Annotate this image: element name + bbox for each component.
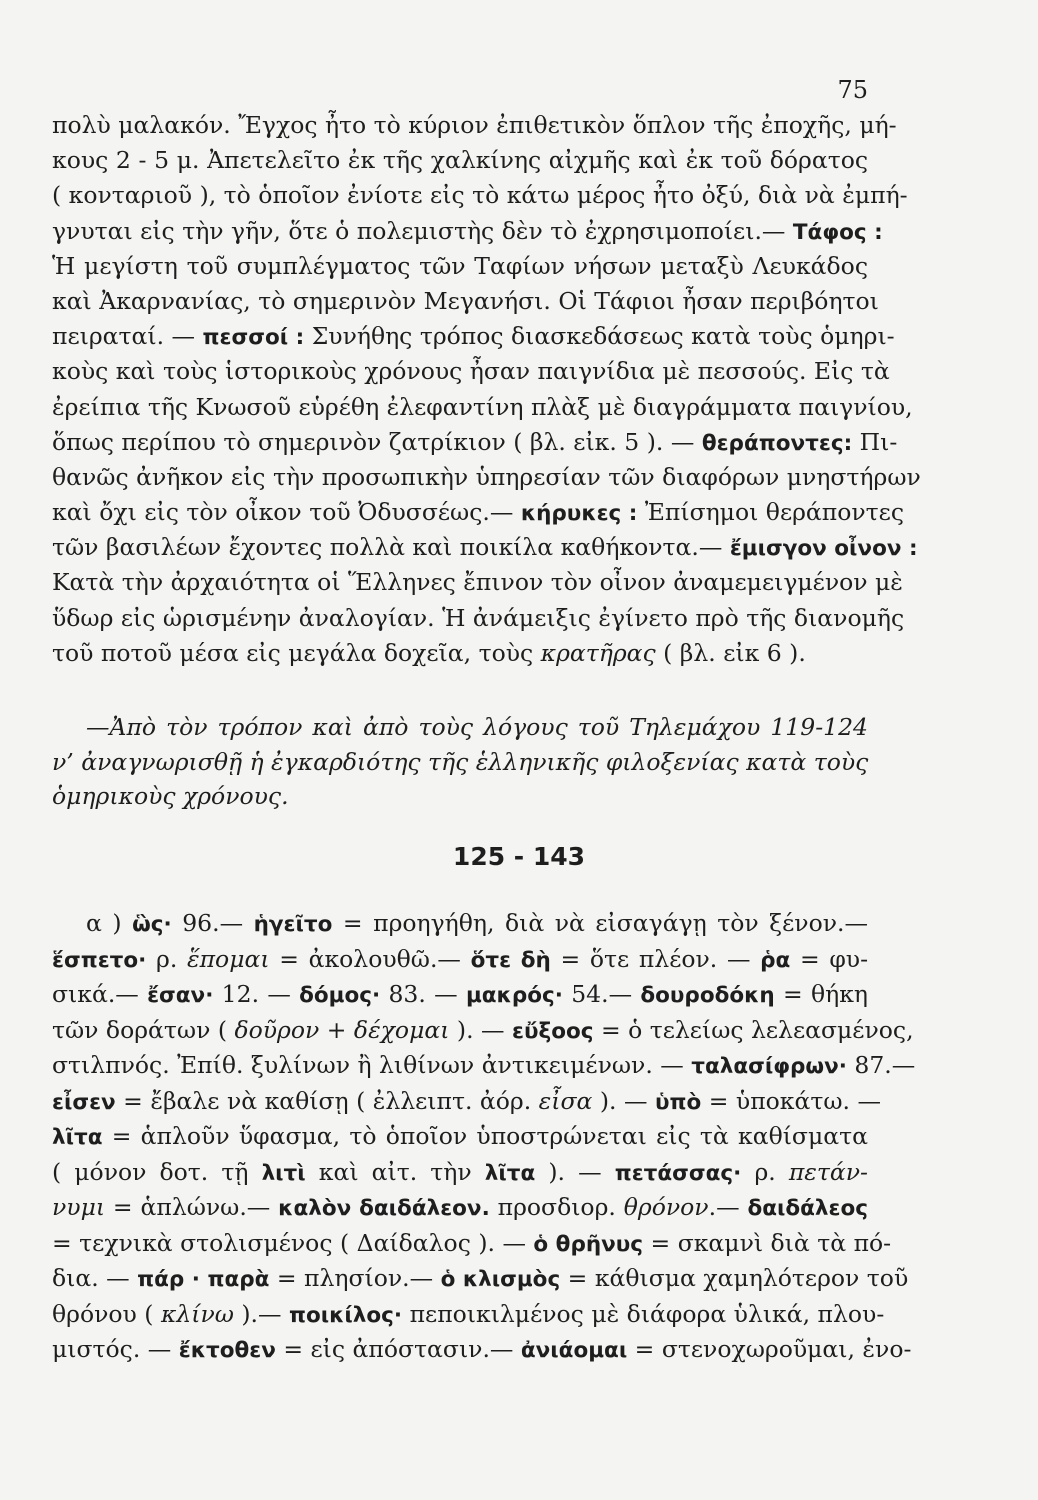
text-segment: πολὺ μαλακόν. Ἔγχος ἦτο τὸ κύριον ἐπιθετικὸν ὅπλον τῆς ἐποχῆς, μή- (52, 111, 897, 139)
text-segment: = προηγήθη, διὰ νὰ εἰσαγάγῃ τὸν ξένον.— (332, 909, 868, 937)
text-line (52, 530, 918, 565)
text-segment: καὶ ὄχι εἰς τὸν οἶκον τοῦ Ὀδυσσέως.— (52, 498, 521, 527)
text-line (52, 495, 905, 530)
glossary-paragraph (52, 906, 916, 1368)
text-segment: = θήκη (774, 980, 868, 1008)
lemma-term: Τάφος : (792, 219, 883, 245)
text-segment: προσδιορ. (489, 1193, 624, 1221)
text-line (52, 354, 890, 389)
text-segment: ρ. (146, 944, 187, 973)
text-line (52, 1048, 916, 1084)
text-line (52, 906, 868, 942)
lemma-term: ὅτε δὴ (470, 947, 551, 973)
text-segment: 96.— (171, 909, 254, 937)
text-line (52, 710, 868, 745)
lemma-term: ποικίλος· (289, 1302, 403, 1328)
text-segment: θανῶς ἀνῆκον εἰς τὴν προσωπικὴν ὑπηρεσίαν τῶν διαφόρων μνηστήρων (52, 462, 921, 491)
text-line (52, 1190, 868, 1226)
lemma-term: ἡγεῖτο (253, 912, 333, 937)
text-line (52, 425, 898, 460)
text-segment: γνυται εἰς τὴν γῆν, ὅτε ὁ πολεμιστὴς δὲν τὸ ἐχρησιμοποίει.— (52, 216, 793, 245)
lemma-term: πεσσοί : (202, 325, 305, 351)
text-segment: ). — (535, 1157, 615, 1186)
text-line (52, 1332, 912, 1368)
text-segment: Ἡ μεγίστη τοῦ συμπλέγματος τῶν Ταφίων νήσων μεταξὺ Λευκάδος (52, 251, 868, 280)
text-line (52, 460, 921, 495)
lemma-term: λιτὶ (261, 1160, 306, 1186)
text-segment: τῶν δοράτων ( (52, 1015, 235, 1044)
text-segment: ( μόνον δοτ. τῇ (52, 1157, 262, 1186)
text-segment: κους 2 - 5 μ. Ἀπετελεῖτο ἐκ τῆς χαλκίνης αἰχμῆς καὶ ἐκ τοῦ δόρατος (52, 146, 868, 175)
italic-text: πετάν- (788, 1157, 868, 1186)
text-segment: = ἔβαλε νὰ καθίσῃ ( ἐλλειπτ. ἀόρ. (115, 1086, 539, 1115)
text-segment: ὅπως περίπου τὸ σημερινὸν ζατρίκιον ( βλ. εἰκ. 5 ). — (52, 427, 702, 456)
text-segment: = εἰς ἀπόστασιν.— (275, 1335, 521, 1363)
text-segment: ὕδωρ εἰς ὡρισμένην ἀναλογίαν. Ἡ ἀνάμειξις ἐγίνετο πρὸ τῆς διανομῆς (52, 603, 905, 632)
lemma-term: ἔκτοθεν (178, 1338, 276, 1363)
commentary-paragraph (52, 108, 921, 671)
lemma-term: ὑπὸ (654, 1089, 702, 1115)
text-segment: 83. — (380, 980, 466, 1008)
text-line (52, 1297, 885, 1333)
text-segment: α ) (86, 909, 133, 937)
text-segment: Ἐπίσημοι θεράποντες (637, 498, 905, 527)
lemma-term: ὣς· (132, 912, 172, 937)
italic-text: εἶσα (538, 1086, 593, 1115)
text-segment: τῶν βασιλέων ἔχοντες πολλὰ καὶ ποικίλα καθήκοντα.— (52, 533, 730, 562)
text-segment: = ὁ τελείως λελεασμένος, (593, 1015, 914, 1044)
italic-note-paragraph (52, 710, 868, 814)
text-line (52, 1155, 868, 1191)
text-segment: = ἀκολουθῶ.— (269, 944, 471, 973)
lemma-term: κήρυκες : (520, 501, 638, 527)
text-segment: ἐρείπια τῆς Κνωσοῦ εὑρέθη ἐλεφαντίνη πλὰξ μὲ διαγράμματα παιγνίου, (52, 392, 913, 421)
text-line (52, 284, 879, 319)
text-segment: καὶ αἰτ. τὴν (305, 1157, 485, 1186)
text-segment: καὶ Ἀκαρνανίας, τὸ σημερινὸν Μεγανήσι. Οἱ Τάφιοι ἦσαν περιβόητοι (52, 286, 879, 315)
lemma-term: θεράποντες: (701, 430, 853, 456)
lemma-term: ὁ θρῆνυς (533, 1231, 644, 1257)
text-segment: = πλησίον.— (269, 1264, 441, 1292)
text-segment: στιλπνός. Ἐπίθ. ξυλίνων ἢ λιθίνων ἀντικειμένων. — (52, 1051, 692, 1079)
text-segment: = σκαμνὶ διὰ τὰ πό- (643, 1228, 892, 1257)
text-segment: = ἁπλοῦν ὕφασμα, τὸ ὁποῖον ὑποστρώνεται εἰς τὰ καθίσματα (102, 1122, 868, 1150)
text-line (52, 1013, 914, 1049)
text-segment: πειραταί. — (52, 322, 203, 351)
text-segment: 54.— (562, 980, 641, 1008)
lemma-term: ἕσπετο· (52, 947, 147, 973)
text-line (52, 108, 897, 143)
text-segment: δια. — (52, 1264, 138, 1292)
text-line (52, 942, 868, 978)
text-line (52, 1261, 909, 1297)
italic-text: ἕπομαι (187, 944, 270, 973)
text-line (52, 178, 908, 213)
text-segment: .— (708, 1193, 748, 1221)
lemma-term: πάρ · παρὰ (137, 1267, 270, 1292)
text-segment: θρόνου ( (52, 1299, 161, 1328)
italic-text: νυμι (52, 1193, 106, 1221)
lemma-term: ῥα (760, 947, 791, 973)
lemma-term: ἔμισγον οἶνον : (729, 536, 918, 562)
lemma-term: ταλασίφρων· (691, 1054, 847, 1079)
text-segment: 12. — (213, 980, 300, 1008)
text-line (52, 214, 883, 249)
lemma-term: εἶσεν (52, 1089, 116, 1115)
text-segment: σικά.— (52, 980, 148, 1008)
lemma-term: δουροδόκη (640, 983, 775, 1008)
text-segment: Συνήθης τρόπος διασκεδάσεως κατὰ τοὺς ὁμηρι- (304, 322, 895, 351)
text-line (52, 1084, 881, 1120)
text-segment: —Ἀπὸ τὸν τρόπον καὶ ἀπὸ τοὺς λόγους τοῦ Τηλεμάχου 119-124 (86, 713, 868, 741)
text-segment: ὁμηρικοὺς χρόνους. (52, 782, 289, 811)
text-line (52, 1226, 892, 1262)
text-segment: ( κονταριοῦ ), τὸ ὁποῖον ἐνίοτε εἰς τὸ κάτω μέρος ἦτο ὀξύ, διὰ νὰ ἐμπή- (52, 181, 908, 210)
text-segment: ).— (233, 1299, 289, 1328)
section-heading: 125 - 143 (452, 842, 586, 871)
text-segment: Κατὰ τὴν ἀρχαιότητα οἱ Ἕλληνες ἔπινον τὸν οἶνον ἀναμεμειγμένον μὲ (52, 568, 903, 597)
text-segment: Πι- (852, 427, 898, 456)
lemma-term: ἀνιάομαι (520, 1338, 628, 1363)
text-segment: = κάθισμα χαμηλότερον τοῦ (560, 1264, 909, 1292)
lemma-term: δαιδάλεος (747, 1196, 869, 1221)
lemma-term: ἔσαν· (147, 983, 214, 1008)
page-number: 75 (837, 76, 868, 104)
text-segment: = στενοχωροῦμαι, ἐνο- (627, 1335, 912, 1363)
text-segment: = ὅτε πλέον. — (550, 944, 761, 973)
italic-text: κλίνω (160, 1299, 234, 1328)
lemma-term: λῖτα (484, 1160, 536, 1186)
text-line (52, 977, 868, 1013)
text-segment: ν’ ἀναγνωρισθῇ ἡ ἐγκαρδιότης τῆς ἑλληνικῆς φιλοξενίας κατὰ τοὺς (52, 747, 869, 776)
text-segment: ). — (449, 1015, 512, 1044)
italic-text: κρατῆρας (540, 638, 656, 667)
text-segment: τοῦ ποτοῦ μέσα εἰς μεγάλα δοχεῖα, τοὺς (52, 638, 541, 667)
italic-text: δοῦρον + δέχομαι (234, 1015, 450, 1044)
text-segment: πεποικιλμένος μὲ διάφορα ὑλικά, πλου- (402, 1299, 885, 1328)
text-segment: = ἁπλώνω.— (105, 1193, 279, 1221)
text-segment: μιστός. — (52, 1335, 179, 1363)
lemma-term: ὁ κλισμὸς (440, 1267, 561, 1292)
text-line (52, 143, 868, 178)
text-segment: κοὺς καὶ τοὺς ἱστορικοὺς χρόνους ἦσαν παιγνίδια μὲ πεσσούς. Εἰς τὰ (52, 357, 890, 386)
text-segment: ( βλ. εἰκ 6 ). (655, 638, 806, 667)
text-segment: ρ. (741, 1157, 789, 1186)
lemma-term: μακρός· (465, 983, 563, 1008)
italic-text: θρόνον (623, 1193, 709, 1221)
text-line (52, 601, 905, 636)
text-segment: ). — (592, 1086, 655, 1115)
text-line (52, 745, 868, 780)
text-segment: = ὑποκάτω. — (701, 1086, 881, 1115)
text-line (52, 249, 868, 284)
text-line (52, 390, 913, 425)
lemma-term: δόμος· (299, 983, 381, 1008)
text-segment: = τεχνικὰ στολισμένος ( Δαίδαλος ). — (52, 1228, 534, 1257)
text-line (52, 319, 895, 354)
lemma-term: πετάσσας· (614, 1160, 742, 1186)
text-line (52, 565, 903, 600)
text-line (52, 779, 868, 814)
text-line (52, 1119, 868, 1155)
lemma-term: εὔξοος (512, 1018, 594, 1044)
lemma-term: λῖτα (52, 1125, 103, 1150)
lemma-term: καλὸν δαιδάλεον. (278, 1196, 490, 1221)
text-segment: 87.— (846, 1051, 916, 1079)
text-segment: = φυ- (790, 944, 869, 973)
text-line (52, 636, 868, 671)
